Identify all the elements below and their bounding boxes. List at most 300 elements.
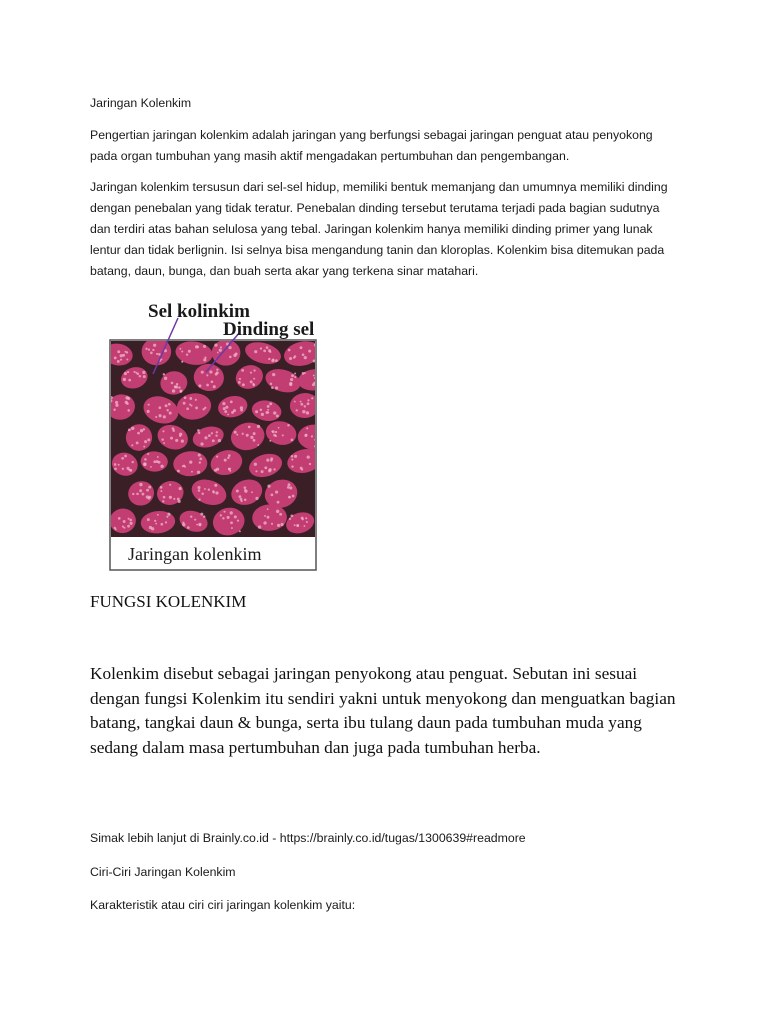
tissue-cell-speckle <box>267 409 269 411</box>
label-dinding-sel: Dinding sel <box>223 319 315 340</box>
tissue-cell-speckle <box>165 521 167 523</box>
tissue-cell-speckle <box>302 353 305 356</box>
tissue-cell-speckle <box>196 524 198 526</box>
tissue-cell-speckle <box>128 379 131 382</box>
tissue-cell-speckle <box>195 399 197 401</box>
tissue-cell-speckle <box>220 514 222 516</box>
tissue-cell-speckle <box>294 355 296 357</box>
tissue-cell-speckle <box>115 401 118 404</box>
tissue-cell-speckle <box>287 486 290 489</box>
tissue-cell-speckle <box>272 358 274 360</box>
tissue-cell-speckle <box>319 381 321 383</box>
tissue-cell-speckle <box>176 383 178 385</box>
tissue-cell-speckle <box>200 442 203 445</box>
tissue-cell-speckle <box>156 460 159 463</box>
tissue-cell-speckle <box>199 458 202 461</box>
tissue-cell-speckle <box>239 495 242 498</box>
tissue-cell-speckle <box>203 345 206 348</box>
tissue-cell-speckle <box>114 356 117 359</box>
tissue-cell-speckle <box>133 371 135 373</box>
tissue-cell-speckle <box>117 350 120 353</box>
tissue-cell-speckle <box>240 498 243 501</box>
tissue-cell-speckle <box>254 463 257 466</box>
tissue-cell-speckle <box>224 410 227 413</box>
tissue-cell-speckle <box>304 434 307 437</box>
tissue-cell-speckle <box>215 434 217 436</box>
tissue-cell-speckle <box>181 439 184 442</box>
tissue-cell-speckle <box>125 396 128 399</box>
tissue-cell-speckle <box>217 352 219 354</box>
tissue-cell-speckle <box>144 458 147 461</box>
tissue-cell-speckle <box>215 491 218 494</box>
tissue-cell-speckle <box>301 517 304 520</box>
function-period: . <box>536 737 541 757</box>
tissue-cell-speckle <box>321 374 323 376</box>
tissue-cell-speckle <box>228 454 231 457</box>
tissue-cell-speckle <box>231 527 233 529</box>
tissue-cell-speckle <box>183 402 186 405</box>
tissue-cell-speckle <box>172 427 175 430</box>
tissue-cell-speckle <box>171 382 174 385</box>
tissue-cell-speckle <box>253 378 255 380</box>
tissue-cell-speckle <box>275 386 278 389</box>
tissue-cell-speckle <box>178 386 180 388</box>
tissue-cell-speckle <box>260 409 262 411</box>
tissue-cell-speckle <box>241 369 244 372</box>
tissue-cell-speckle <box>163 496 166 499</box>
tissue-cell-speckle <box>150 466 152 468</box>
collenchyma-illustration <box>108 290 338 580</box>
tissue-cell-speckle <box>288 349 291 352</box>
tissue-cell-speckle <box>120 359 122 361</box>
tissue-cell-speckle <box>143 462 146 465</box>
tissue-cell-speckle <box>278 427 280 429</box>
tissue-cell-speckle <box>186 353 188 355</box>
tissue-cell-speckle <box>139 375 141 377</box>
tissue-cell-speckle <box>140 429 143 432</box>
tissue-cell-speckle <box>296 524 299 527</box>
tissue-cell-speckle <box>294 376 296 378</box>
tissue-cell-speckle <box>204 357 206 359</box>
tissue-cell-speckle <box>203 358 206 361</box>
tissue-cell-speckle <box>172 389 175 392</box>
tissue-cell-speckle <box>271 386 274 389</box>
tissue-cell-speckle <box>213 491 215 493</box>
tissue-cell-speckle <box>250 436 253 439</box>
tissue-cell-speckle <box>212 439 215 442</box>
tissue-cell-speckle <box>270 383 272 385</box>
tissue-cell-speckle <box>325 428 327 430</box>
tissue-cell-speckle <box>211 380 214 383</box>
tissue-cell-speckle <box>267 516 270 519</box>
tissue-cell-speckle <box>168 403 171 406</box>
tissue-cell-speckle <box>252 384 255 387</box>
tissue-cell-speckle <box>108 356 109 359</box>
tissue-cell-speckle <box>190 516 192 518</box>
tissue-cell-speckle <box>191 405 193 407</box>
tissue-cell-speckle <box>272 430 275 433</box>
tissue-cell-speckle <box>268 349 271 352</box>
tissue-cell-speckle <box>255 470 257 472</box>
tissue-cell-speckle <box>309 463 311 465</box>
tissue-cell-speckle <box>266 346 269 349</box>
tissue-cell-speckle <box>277 524 280 527</box>
source-link-text[interactable]: Simak lebih lanjut di Brainly.co.id - https://brainly.co.id/tugas/1300639#readmore <box>90 831 526 845</box>
tissue-cell-speckle <box>291 374 294 377</box>
tissue-cell-speckle <box>294 373 296 375</box>
tissue-cell-speckle <box>287 424 290 427</box>
tissue-cell-speckle <box>189 460 192 463</box>
tissue-cell-speckle <box>213 385 216 388</box>
tissue-cell-speckle <box>239 530 241 532</box>
tissue-cell-speckle <box>146 489 149 492</box>
tissue-cell-speckle <box>177 470 180 473</box>
tissue-cell-speckle <box>124 455 127 458</box>
tissue-cell-speckle <box>214 343 217 346</box>
tissue-cell-speckle <box>198 453 201 456</box>
tissue-cell-speckle <box>304 372 306 374</box>
tissue-cell-speckle <box>123 520 126 523</box>
tissue-cell-speckle <box>165 404 168 407</box>
tissue-cell-speckle <box>225 406 228 409</box>
tissue-cell-speckle <box>181 361 183 363</box>
tissue-cell-speckle <box>291 514 294 517</box>
tissue-cell-speckle <box>307 456 310 459</box>
tissue-cell-speckle <box>269 402 272 405</box>
tissue-cell-speckle <box>267 405 270 408</box>
tissue-cell-speckle <box>223 511 225 513</box>
tissue-cell-speckle <box>130 519 133 522</box>
tissue-cell-speckle <box>304 356 307 359</box>
tissue-cell-speckle <box>126 402 129 405</box>
tissue-cell-speckle <box>311 397 313 399</box>
tissue-cell-speckle <box>324 382 327 385</box>
tissue-cell-speckle <box>191 471 193 473</box>
tissue-cell-speckle <box>219 349 222 352</box>
tissue-cell-speckle <box>292 495 295 498</box>
tissue-cell-speckle <box>197 429 200 432</box>
tissue-cell-speckle <box>179 487 182 490</box>
tissue-cell-speckle <box>242 383 245 386</box>
tissue-cell-speckle <box>169 484 171 486</box>
tissue-cell-speckle <box>150 352 153 355</box>
tissue-cell-speckle <box>164 377 167 380</box>
tissue-cell-speckle <box>280 523 283 526</box>
tissue-cell-speckle <box>291 455 294 458</box>
tissue-cell-speckle <box>216 431 218 433</box>
tissue-cell-speckle <box>160 486 163 489</box>
tissue-cell-speckle <box>289 518 291 520</box>
tissue-cell-speckle <box>128 469 130 471</box>
tissue-cell-speckle <box>195 407 198 410</box>
tissue-cell-speckle <box>250 380 253 383</box>
tissue-cell-speckle <box>317 439 320 442</box>
tissue-cell-speckle <box>128 428 131 431</box>
tissue-cell-speckle <box>187 526 190 529</box>
tissue-cell-speckle <box>236 490 239 493</box>
tissue-cell-speckle <box>148 486 151 489</box>
tissue-cell-speckle <box>308 350 311 353</box>
tissue-cell-speckle <box>324 439 327 442</box>
tissue-cell-speckle <box>126 359 128 361</box>
tissue-cell-speckle <box>155 416 157 418</box>
tissue-cell-speckle <box>115 404 118 407</box>
tissue-cell-speckle <box>253 439 256 442</box>
ciri-intro: Karakteristik atau ciri ciri jaringan kolenkim yaitu: <box>90 898 356 912</box>
tissue-cell-speckle <box>114 467 117 470</box>
tissue-cell-speckle <box>184 396 187 399</box>
tissue-cell-speckle <box>277 501 280 504</box>
tissue-cell-speckle <box>186 407 189 410</box>
tissue-cell-speckle <box>261 470 264 473</box>
paragraph-function <box>90 662 690 760</box>
tissue-cell-speckle <box>216 456 218 458</box>
tissue-cell-speckle <box>166 516 168 518</box>
tissue-cell-speckle <box>208 488 210 490</box>
tissue-cell-speckle <box>143 375 146 378</box>
tissue-cell-speckle <box>144 440 147 443</box>
tissue-cell-speckle <box>260 347 262 349</box>
tissue-cell-speckle <box>215 373 218 376</box>
tissue-cell-speckle <box>302 410 305 413</box>
tissue-cell-speckle <box>313 375 315 377</box>
tissue-cell-speckle <box>300 467 303 470</box>
tissue-cell-speckle <box>307 402 310 405</box>
tissue-cell-speckle <box>263 349 266 352</box>
tissue-cell-speckle <box>121 457 124 460</box>
tissue-cell-speckle <box>305 517 307 519</box>
tissue-cell-speckle <box>253 432 256 435</box>
tissue-cell-speckle <box>273 434 276 437</box>
tissue-cell-speckle <box>325 440 327 442</box>
tissue-cell-speckle <box>289 486 292 489</box>
tissue-cell-speckle <box>162 430 164 432</box>
tissue-cell-speckle <box>135 372 137 374</box>
tissue-cell-speckle <box>237 520 239 522</box>
tissue-cell-speckle <box>238 381 241 384</box>
tissue-cell-speckle <box>124 351 126 353</box>
tissue-cell-speckle <box>291 438 294 441</box>
tissue-cell-speckle <box>175 439 178 442</box>
tissue-cell-speckle <box>194 519 196 521</box>
tissue-cell-speckle <box>244 486 247 489</box>
tissue-cell-speckle <box>289 496 291 498</box>
tissue-cell-speckle <box>149 526 152 529</box>
tissue-cell-speckle <box>267 485 270 488</box>
tissue-cell-speckle <box>118 464 120 466</box>
tissue-cell-speckle <box>169 496 172 499</box>
tissue-cell-speckle <box>220 346 222 348</box>
tissue-cell-speckle <box>288 483 291 486</box>
tissue-cell-speckle <box>267 508 269 510</box>
tissue-cell-speckle <box>199 461 201 463</box>
tissue-cell-speckle <box>169 411 172 414</box>
tissue-cell-speckle <box>291 465 293 467</box>
tissue-cell-speckle <box>255 497 258 500</box>
tissue-cell-speckle <box>147 438 150 441</box>
tissue-cell-speckle <box>218 439 221 442</box>
tissue-cell-speckle <box>276 510 279 513</box>
tissue-cell-speckle <box>216 468 219 471</box>
tissue-cell-speckle <box>303 525 305 527</box>
tissue-cell-speckle <box>153 344 156 347</box>
tissue-cell-speckle <box>223 407 226 410</box>
tissue-cell-speckle <box>152 349 154 351</box>
tissue-cell-speckle <box>204 488 206 490</box>
tissue-cell-speckle <box>253 369 255 371</box>
tissue-cell-speckle <box>261 413 264 416</box>
tissue-cell-speckle <box>202 408 204 410</box>
tissue-cell-speckle <box>227 516 230 519</box>
tissue-cell-speckle <box>294 455 297 458</box>
tissue-cell-speckle <box>279 513 282 516</box>
tissue-cell-speckle <box>198 498 200 500</box>
tissue-cell-speckle <box>127 409 130 412</box>
tissue-cell-speckle <box>257 425 260 428</box>
tissue-cell-speckle <box>300 346 303 349</box>
tissue-cell-speckle <box>173 498 175 500</box>
tissue-cell-speckle <box>199 524 201 526</box>
tissue-cell-speckle <box>206 374 208 376</box>
tissue-cell-speckle <box>271 494 274 497</box>
tissue-cell-speckle <box>222 517 224 519</box>
tissue-cell-speckle <box>157 456 159 458</box>
tissue-cell-speckle <box>141 493 144 496</box>
tissue-cell-speckle <box>156 353 158 355</box>
tissue-cell-speckle <box>160 490 162 492</box>
tissue-cell-speckle <box>296 409 298 411</box>
tissue-cell-speckle <box>227 457 229 459</box>
tissue-cell-speckle <box>203 515 206 518</box>
tissue-cell-speckle <box>143 446 145 448</box>
tissue-cell-speckle <box>117 360 120 363</box>
tissue-cell-speckle <box>146 495 149 498</box>
tissue-cell-speckle <box>294 524 296 526</box>
tissue-cell-speckle <box>181 350 183 352</box>
tissue-cell-speckle <box>290 378 293 381</box>
tissue-cell-speckle <box>231 411 234 414</box>
tissue-cell-speckle <box>201 371 204 374</box>
tissue-cell-speckle <box>236 434 238 436</box>
tissue-cell-speckle <box>311 435 313 437</box>
tissue-cell-speckle <box>147 453 149 455</box>
tissue-cell-speckle <box>170 437 173 440</box>
tissue-cell-speckle <box>222 402 225 405</box>
tissue-cell-speckle <box>230 401 233 404</box>
tissue-cell-speckle <box>208 434 211 437</box>
tissue-cell-speckle <box>211 432 213 434</box>
tissue-cell-speckle <box>268 358 270 360</box>
tissue-cell-speckle <box>302 372 305 375</box>
tissue-cell-speckle <box>180 390 183 393</box>
section-heading-fungsi: FUNGSI KOLENKIM <box>90 592 247 611</box>
document-title: Jaringan Kolenkim <box>90 96 192 110</box>
tissue-cell-speckle <box>276 415 279 418</box>
tissue-cell-speckle <box>254 350 257 353</box>
tissue-cell-speckle <box>306 411 309 414</box>
tissue-cell-speckle <box>263 521 266 524</box>
tissue-cell-speckle <box>154 520 156 522</box>
tissue-cell-speckle <box>114 527 116 529</box>
tissue-cell-speckle <box>147 410 150 413</box>
tissue-cell-speckle <box>258 525 261 528</box>
tissue-cell-speckle <box>139 483 142 486</box>
tissue-cell-speckle <box>244 498 247 501</box>
tissue-cell-speckle <box>148 404 150 406</box>
tissue-cell-speckle <box>128 518 130 520</box>
tissue-cell-speckle <box>270 457 273 460</box>
tissue-cell-speckle <box>300 401 302 403</box>
tissue-cell-speckle <box>163 415 166 418</box>
label-sel-kolinkim: Sel kolinkim <box>148 301 250 322</box>
tissue-cell-speckle <box>178 500 181 503</box>
tissue-cell-speckle <box>114 463 117 466</box>
tissue-cell-speckle <box>136 493 139 496</box>
tissue-cell-speckle <box>131 427 134 430</box>
tissue-cell-speckle <box>273 468 275 470</box>
tissue-cell-speckle <box>182 522 184 524</box>
tissue-cell-speckle <box>291 459 293 461</box>
tissue-cell-speckle <box>264 515 266 517</box>
tissue-cell-speckle <box>160 465 163 468</box>
tissue-cell-speckle <box>229 356 232 359</box>
paragraph-structure: Jaringan kolenkim tersusun dari sel-sel hidup, memiliki bentuk memanjang dan umumnya memiliki dinding dengan penebalan yang tidak teratur. Penebalan dinding tersebut terutama terjadi pada bagian sudutnya dan terdiri atas bahan selulosa yang tebal. Jaringan kolenkim hanya memiliki dinding primer yang lunak lentur dan tidak berlignin. Isi selnya bisa mengandung tanin dan kloroplas. Kolenkim bisa ditemukan pada batang, daun, bunga, dan buah serta akar yang terkena sinar matahari. <box>90 180 668 278</box>
tissue-cell-speckle <box>235 353 238 356</box>
tissue-cell-speckle <box>179 435 181 437</box>
tissue-cell-speckle <box>198 486 201 489</box>
tissue-cell-speckle <box>250 372 252 374</box>
tissue-cell-speckle <box>198 432 200 434</box>
tissue-cell-speckle <box>157 514 159 516</box>
tissue-cell-speckle <box>123 527 125 529</box>
tissue-cell-speckle <box>209 370 212 373</box>
tissue-cell-speckle <box>255 410 258 413</box>
tissue-cell-speckle <box>271 523 273 525</box>
tissue-cell-speckle <box>282 434 284 436</box>
tissue-cell-speckle <box>127 525 130 528</box>
tissue-cell-speckle <box>294 401 296 403</box>
tissue-cell-speckle <box>158 353 161 356</box>
tissue-cell-speckle <box>148 348 150 350</box>
tissue-cell-speckle <box>142 371 145 374</box>
paragraph-definition: Pengertian jaringan kolenkim adalah jaringan yang berfungsi sebagai jaringan penguat atau penyokong pada organ tumbuhan yang masih aktif mengadakan pertumbuhan dan pengembangan. <box>90 128 653 163</box>
tissue-cell-speckle <box>266 459 269 462</box>
tissue-cell-speckle <box>230 521 233 524</box>
tissue-cell-speckle <box>189 397 192 400</box>
tissue-cell-speckle <box>251 491 253 493</box>
tissue-cell-speckle <box>289 383 292 386</box>
tissue-cell-speckle <box>198 384 201 387</box>
tissue-cell-speckle <box>239 378 241 380</box>
tissue-cell-speckle <box>246 434 249 437</box>
tissue-cell-speckle <box>198 489 201 492</box>
tissue-cell-speckle <box>242 433 244 435</box>
tissue-cell-speckle <box>139 489 142 492</box>
tissue-cell-speckle <box>234 431 237 434</box>
tissue-cell-speckle <box>166 409 168 411</box>
tissue-cell-speckle <box>127 371 129 373</box>
collenchyma-figure <box>108 290 338 580</box>
tissue-cell-speckle <box>155 523 157 525</box>
tissue-cell-speckle <box>200 513 203 516</box>
tissue-cell-speckle <box>227 413 229 415</box>
tissue-cell-speckle <box>228 346 231 349</box>
tissue-cell-speckle <box>201 493 203 495</box>
tissue-cell-speckle <box>206 384 209 387</box>
ciri-heading: Ciri-Ciri Jaringan Kolenkim <box>90 865 236 879</box>
tissue-cell-speckle <box>163 373 165 375</box>
tissue-cell-speckle <box>137 432 140 435</box>
